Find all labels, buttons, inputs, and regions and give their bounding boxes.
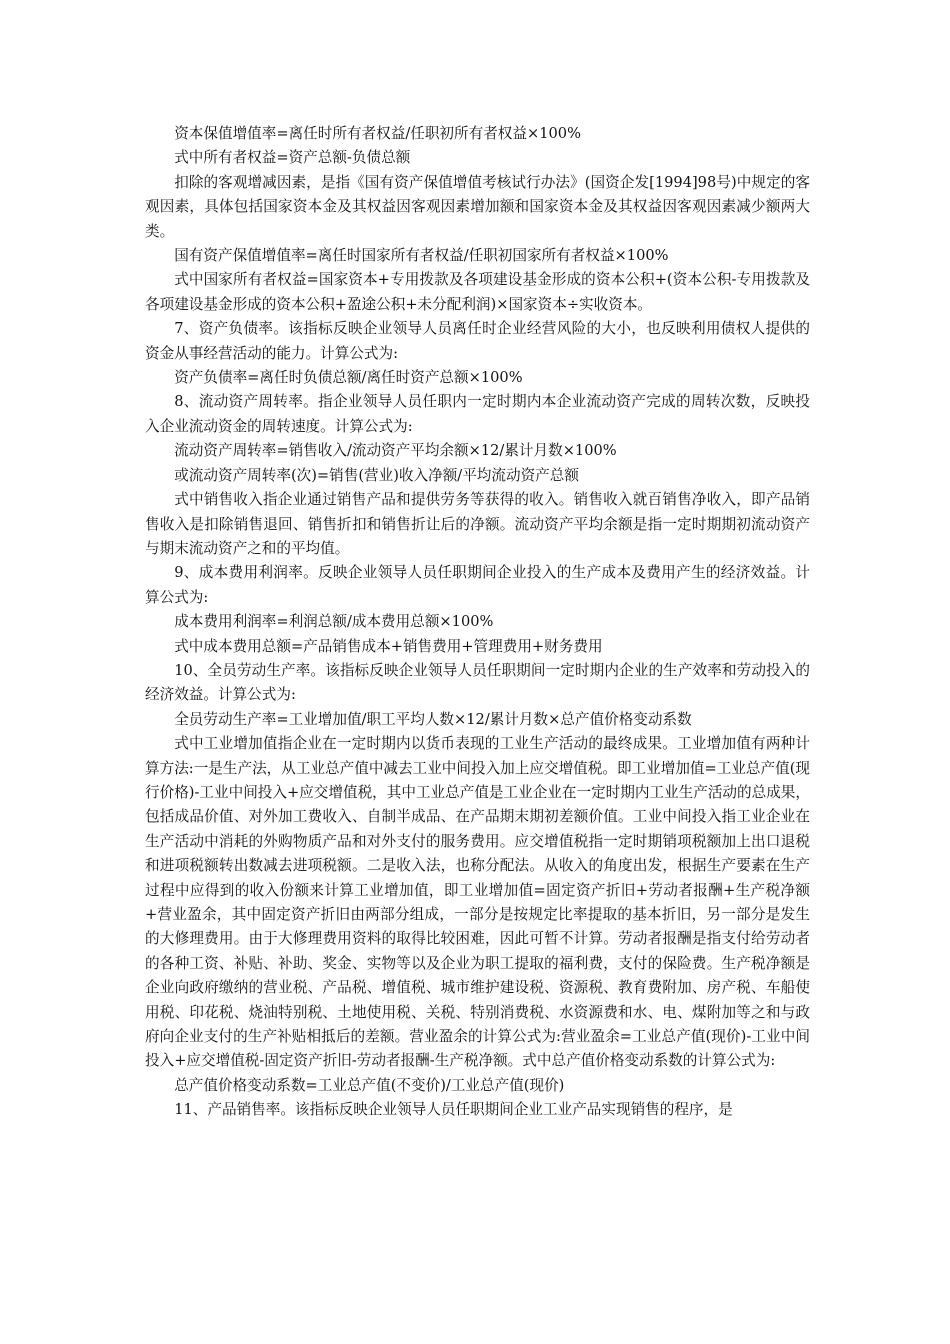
formula-price-change-coefficient: 总产值价格变动系数=工业总产值(不变价)/工业总产值(现价) xyxy=(174,1076,565,1094)
objective-factors-paragraph: 扣除的客观增减因素，是指《国有资产保值增值考核试行办法》(国资企发[1994]98号)中规定的客观因素，具体包括国家资本金及其权益因客观因素增加额和国家资本金及其权益因客观因素减少额两大类。 xyxy=(145,173,810,240)
section-8-current-asset-turnover: 8、流动资产周转率。指企业领导人员任职内一定时期内本企业流动资产完成的周转次数，反映投入企业流动资金的周转速度。计算公式为: xyxy=(145,393,810,435)
section-7-debt-ratio: 7、资产负债率。该指标反映企业领导人员离任时企业经营风险的大小，也反映利用债权人提供的资金从事经营活动的能力。计算公式为: xyxy=(145,320,810,362)
formula-debt-ratio: 资产负债率=离任时负债总额/离任时资产总额×100% xyxy=(174,369,523,387)
formula-labor-productivity: 全员劳动生产率=工业增加值/职工平均人数×12/累计月数×总产值价格变动系数 xyxy=(174,710,692,728)
section-9-cost-profit-ratio: 9、成本费用利润率。反映企业领导人员任职期间企业投入的生产成本及费用产生的经济效益。计算公式为: xyxy=(145,564,810,606)
value-added-explanation: 式中工业增加值指企业在一定时期内以货币表现的工业生产活动的最终成果。工业增加值有两种计算方法:一是生产法，从工业总产值中减去工业中间投入加上应交增值税。即工业增加值=工业总产值(现行价格)-工业中间投入+应交增值税，其中工业总产值是工业企业在一定时期内工业生产活动的总成果，包括成品价值、对外加工费收入、自制半成品、在产品期末期初差额价值。工业中间投入指工业企业在生产活动中消耗的外购物质产品和对外支付的服务费用。应交增值税指一定时期销项税额加上出口退税和进项税额转出数减去进项税额。二是收入法，也称分配法。从收入的角度出发，根据生产要素在生产过程中应得到的收入份额来计算工业增加值，即工业增加值=固定资产折旧+劳动者报酬+生产税净额+营业盈余，其中固定资产折旧由两部分组成，一部分是按规定比率提取的基本折旧，另一部分是发生的大修理费用。由于大修理费用资料的取得比较困难，因此可暂不计算。劳动者报酬是指支付给劳动者的各种工资、补贴、补助、奖金、实物等以及企业为职工提取的福利费，支付的保险费。生产税净额是企业向政府缴纳的营业税、产品税、增值税、城市维护建设税、资源税、教育费附加、房产税、车船使用税、印花税、烧油特别税、土地使用税、关税、特别消费税、水资源费和水、电、煤附加等之和与政府向企业支付的生产补贴相抵后的差额。营业盈余的计算公式为:营业盈余=工业总产值(现价)-工业中间投入+应交增值税-固定资产折旧-劳动者报酬-生产税净额。式中总产值价格变动系数的计算公式为: xyxy=(145,735,810,1070)
formula-cost-profit-ratio: 成本费用利润率=利润总额/成本费用总额×100% xyxy=(174,613,494,631)
formula-state-asset-preservation-rate: 国有资产保值增值率=离任时国家所有者权益/任职初国家所有者权益×100% xyxy=(174,247,669,265)
section-10-labor-productivity: 10、全员劳动生产率。该指标反映企业领导人员任职期间一定时期内企业的生产效率和劳动投入的经济效益。计算公式为: xyxy=(145,661,810,704)
total-cost-definition: 式中成本费用总额=产品销售成本+销售费用+管理费用+财务费用 xyxy=(174,637,603,655)
formula-current-asset-turnover-alt: 或流动资产周转率(次)=销售(营业)收入净额/平均流动资产总额 xyxy=(174,466,579,484)
document-body xyxy=(145,122,810,1123)
state-owner-equity-definition: 式中国家所有者权益=国家资本+专用拨款及各项建设基金形成的资本公积+(资本公积-专用拨款及各项建设基金形成的资本公积+盈途公积+未分配利润)×国家资本÷实收资本。 xyxy=(145,271,810,313)
owner-equity-definition: 式中所有者权益=资产总额-负债总额 xyxy=(174,149,411,167)
formula-capital-preservation-rate: 资本保值增值率=离任时所有者权益/任职初所有者权益×100% xyxy=(174,125,581,142)
sales-revenue-definition: 式中销售收入指企业通过销售产品和提供劳务等获得的收入。销售收入就百销售净收入，即产品销售收入是扣除销售退回、销售折扣和销售折让后的净额。流动资产平均余额是指一定时期期初流动资产与期末流动资产之和的平均值。 xyxy=(145,491,810,557)
section-11-sales-rate: 11、产品销售率。该指标反映企业领导人员任职期间企业工业产品实现销售的程序，是 xyxy=(174,1101,733,1119)
formula-current-asset-turnover: 流动资产周转率=销售收入/流动资产平均余额×12/累计月数×100% xyxy=(174,442,617,460)
